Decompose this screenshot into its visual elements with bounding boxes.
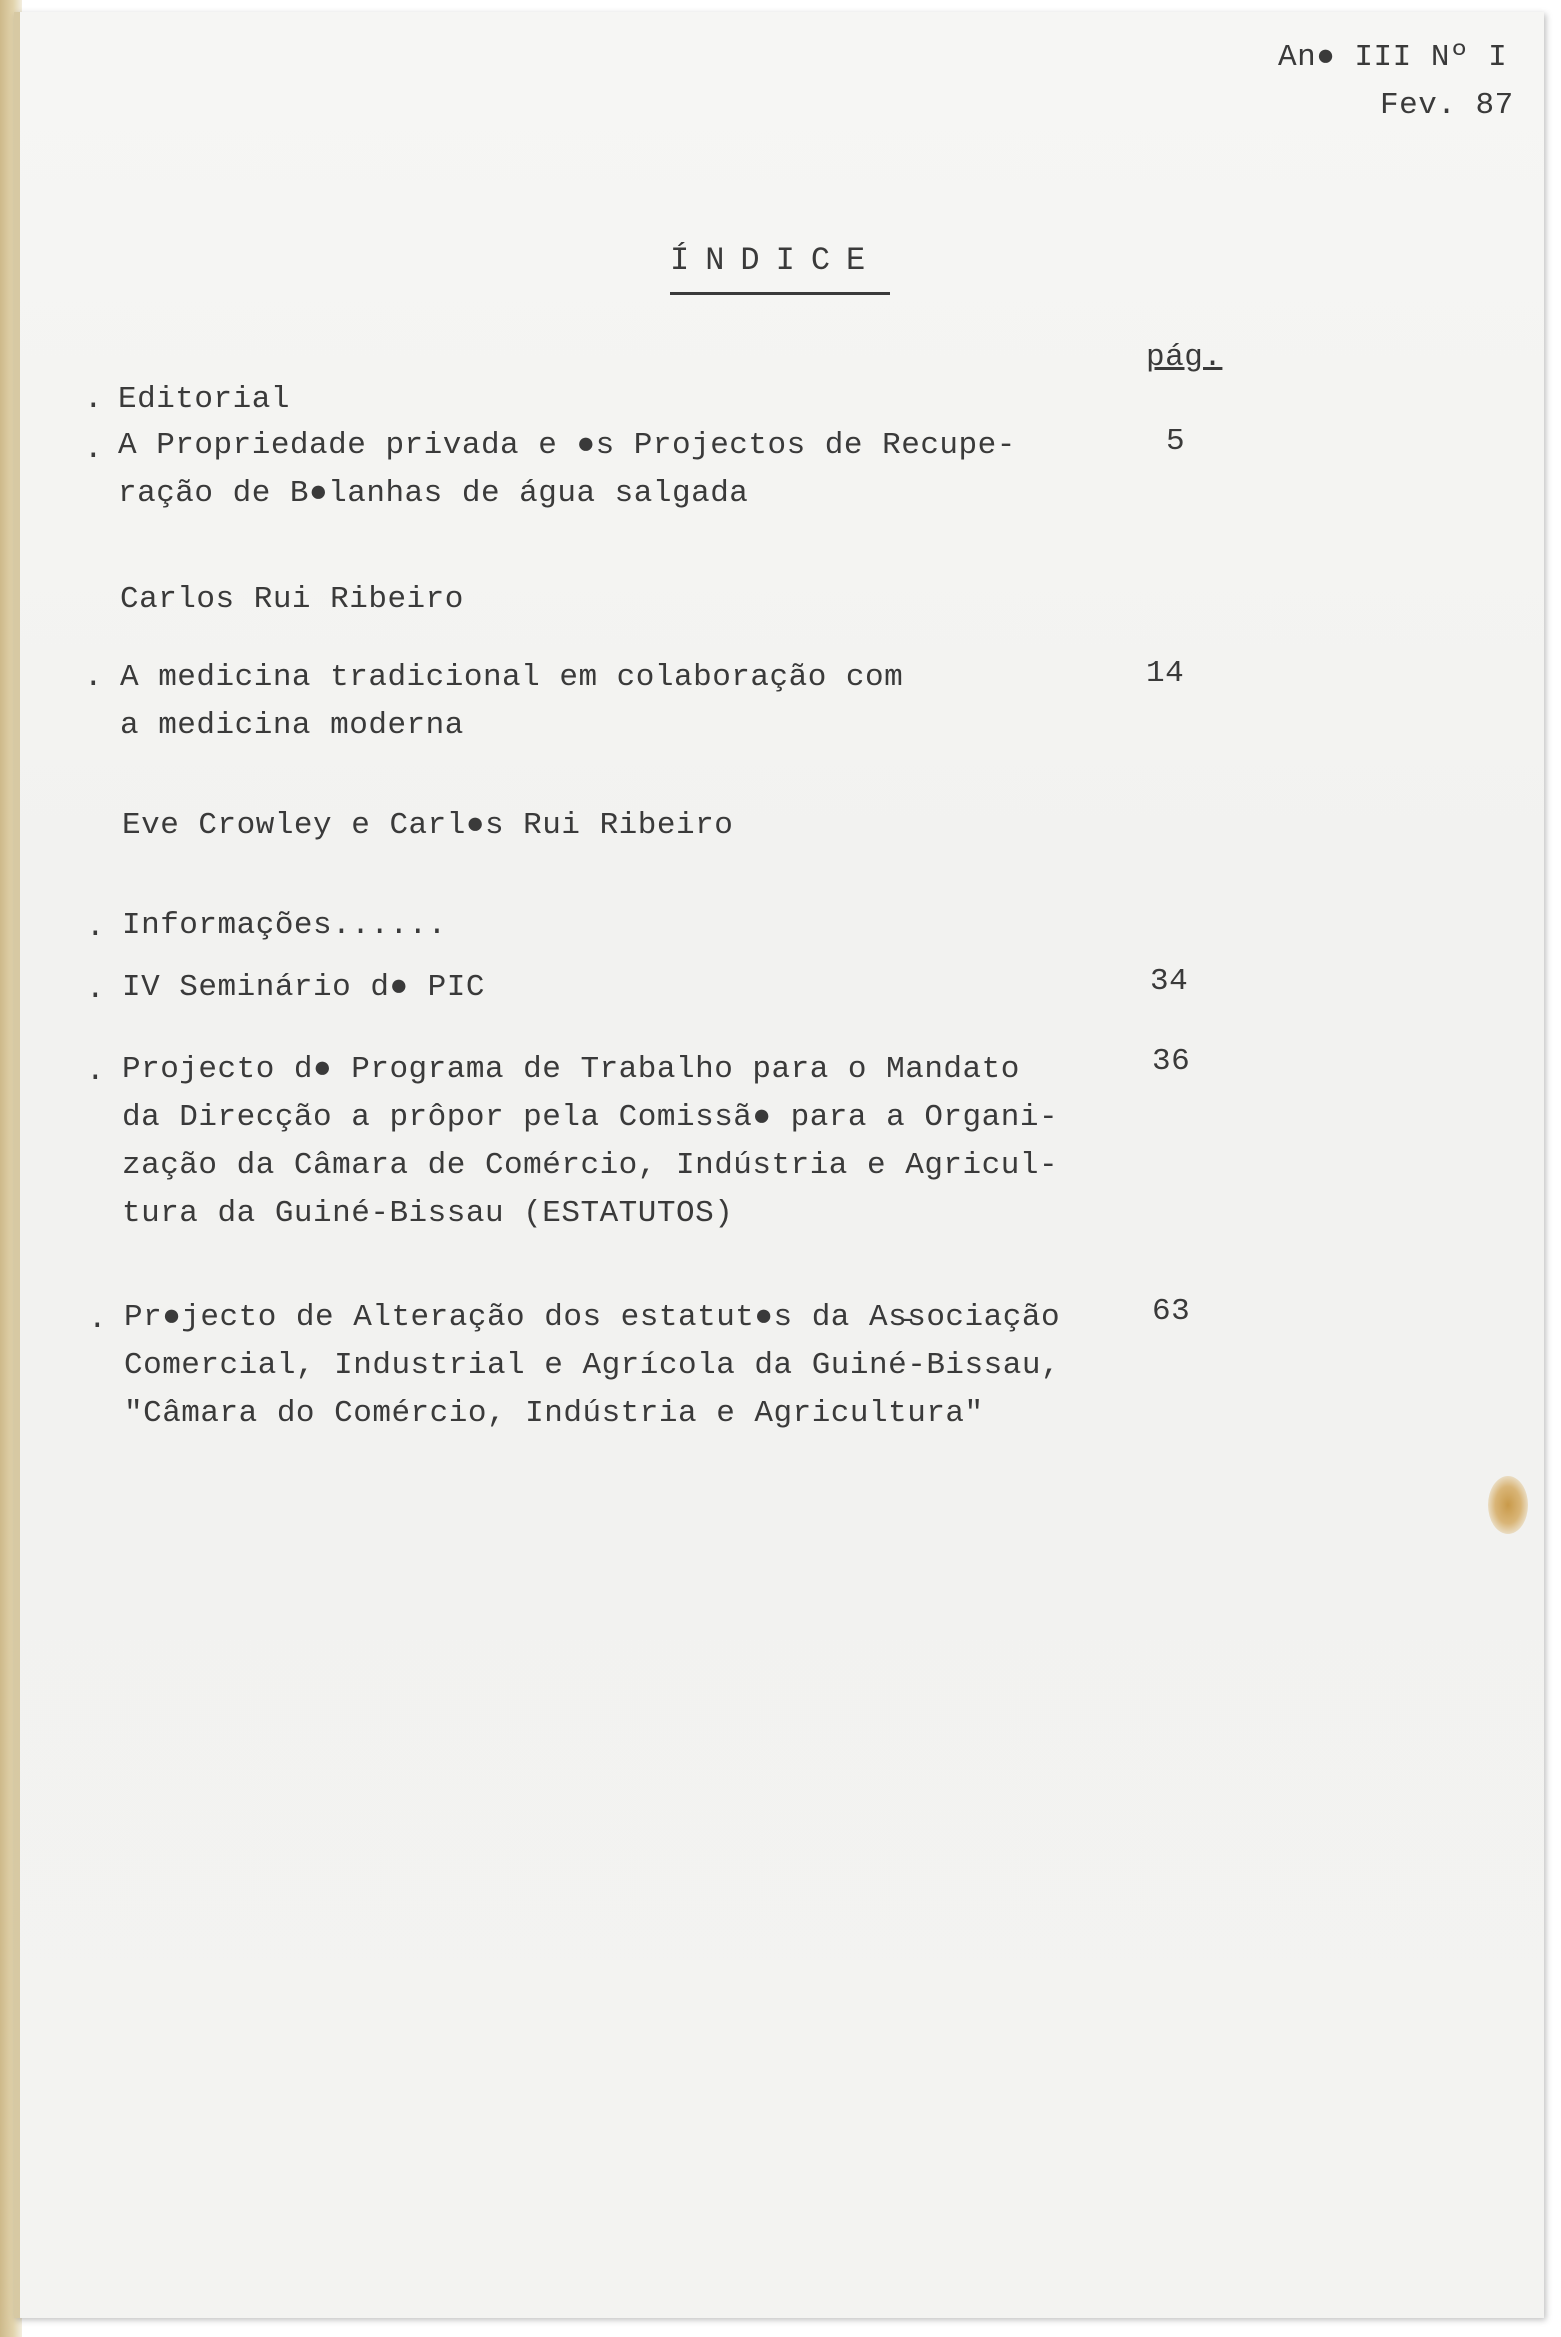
entry-title-line: Projecto d● Programa de Trabalho para o Mandato — [122, 1052, 1020, 1087]
issue-number: An● III Nº I — [1278, 40, 1508, 75]
page-column-label: pág. — [1146, 340, 1223, 375]
entry-title-line: IV Seminário d● PIC — [122, 970, 485, 1005]
entry-title-line: a medicina moderna — [120, 708, 464, 743]
entry-page-number: 63 — [1152, 1294, 1191, 1329]
entry-page-number: 34 — [1150, 964, 1189, 999]
title-underline — [670, 292, 890, 295]
entry-page-number: 36 — [1152, 1044, 1191, 1079]
entry-page-number: 14 — [1146, 656, 1185, 691]
stain-mark — [1488, 1476, 1528, 1534]
entry-bullet: . — [86, 1054, 105, 1089]
entry-title-line: "Câmara do Comércio, Indústria e Agricultura" — [124, 1396, 984, 1431]
entry-bullet: . — [86, 972, 105, 1007]
entry-bullet: . — [84, 432, 103, 467]
entry-title-line: zação da Câmara de Comércio, Indústria e Agricul- — [122, 1148, 1059, 1183]
entry-title-line: Editorial — [118, 382, 290, 417]
entry-bullet: . — [86, 910, 105, 945]
entry-page-number: 5 — [1166, 424, 1186, 459]
entry-title-line: A Propriedade privada e ●s Projectos de Recupe- — [118, 428, 1016, 463]
entry-title-line: ração de B●lanhas de água salgada — [118, 476, 749, 511]
entry-title-line: Comercial, Industrial e Agrícola da Guiné-Bissau, — [124, 1348, 1061, 1383]
entry-author: Eve Crowley e Carl●s Rui Ribeiro — [122, 808, 734, 843]
entry-bullet: . — [84, 382, 103, 417]
entry-bullet: . — [88, 1302, 107, 1337]
entry-title-line: A medicina tradicional em colaboração com — [120, 660, 904, 695]
entry-title-line: Pr●jecto de Alteração dos estatut●s da As̵sociação — [124, 1300, 1061, 1335]
issue-date: Fev. 87 — [1380, 88, 1514, 123]
entry-author: Carlos Rui Ribeiro — [120, 582, 464, 617]
entry-title-line: da Direcção a prôpor pela Comissã● para a Organi- — [122, 1100, 1059, 1135]
page-title: ÍNDICE — [670, 242, 882, 279]
entry-bullet: . — [84, 660, 103, 695]
entry-title-line: Informações...... — [122, 908, 447, 943]
entry-title-line: tura da Guiné-Bissau (ESTATUTOS) — [122, 1196, 734, 1231]
